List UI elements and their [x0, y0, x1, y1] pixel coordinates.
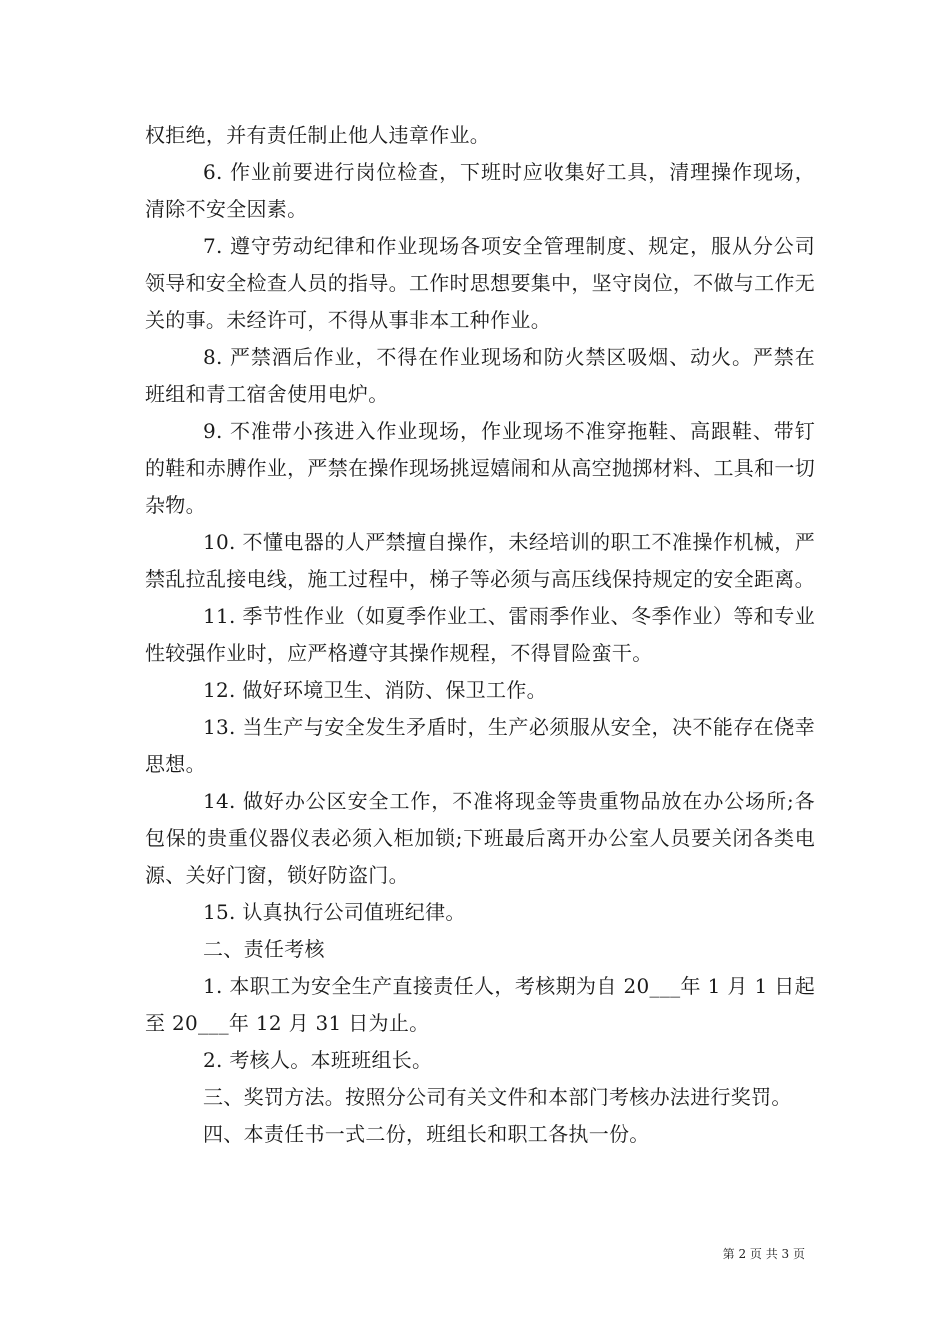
- paragraph-item-14: 14. 做好办公区安全工作，不准将现金等贵重物品放在办公场所;各包保的贵重仪器仪表必须入柜加锁;下班最后离开办公室人员要关闭各类电源、关好门窗，锁好防盗门。: [145, 789, 815, 887]
- paragraph-item-6: 6. 作业前要进行岗位检查，下班时应收集好工具，清理操作现场，清除不安全因素。: [145, 160, 815, 221]
- paragraph-item-7: 7. 遵守劳动纪律和作业现场各项安全管理制度、规定，服从分公司领导和安全检查人员的指导。工作时思想要集中，坚守岗位，不做与工作无关的事。未经许可，不得从事非本工种作业。: [145, 234, 815, 332]
- page-number: 第 2 页 共 3 页: [722, 1247, 805, 1261]
- paragraph-item-13: 13. 当生产与安全发生矛盾时，生产必须服从安全，决不能存在侥幸思想。: [145, 715, 815, 776]
- section-rewards-penalties: 三、奖罚方法。按照分公司有关文件和本部门考核办法进行奖罚。: [203, 1085, 792, 1109]
- paragraph-item-11: 11. 季节性作业（如夏季作业工、雷雨季作业、冬季作业）等和专业性较强作业时，应严格遵守其操作规程，不得冒险蛮干。: [145, 604, 815, 665]
- paragraph-continuation: 权拒绝，并有责任制止他人违章作业。: [145, 123, 491, 147]
- document-body: [145, 117, 815, 1153]
- paragraph-item-8: 8. 严禁酒后作业，不得在作业现场和防火禁区吸烟、动火。严禁在班组和青工宿舍使用电炉。: [145, 345, 815, 406]
- paragraph-assessment-1: 1. 本职工为安全生产直接责任人，考核期为自 20___年 1 月 1 日起至 20___年 12 月 31 日为止。: [145, 974, 815, 1035]
- section-copies: 四、本责任书一式二份，班组长和职工各执一份。: [203, 1122, 650, 1146]
- paragraph-assessment-2: 2. 考核人。本班班组长。: [203, 1048, 433, 1072]
- section-heading-responsibility-assessment: 二、责任考核: [203, 937, 325, 961]
- paragraph-item-9: 9. 不准带小孩进入作业现场，作业现场不准穿拖鞋、高跟鞋、带钉的鞋和赤膊作业，严禁在操作现场挑逗嬉闹和从高空抛掷材料、工具和一切杂物。: [145, 419, 815, 517]
- paragraph-item-12: 12. 做好环境卫生、消防、保卫工作。: [203, 678, 547, 702]
- paragraph-item-15: 15. 认真执行公司值班纪律。: [203, 900, 466, 924]
- paragraph-item-10: 10. 不懂电器的人严禁擅自操作，未经培训的职工不准操作机械，严禁乱拉乱接电线，施工过程中，梯子等必须与高压线保持规定的安全距离。: [145, 530, 815, 591]
